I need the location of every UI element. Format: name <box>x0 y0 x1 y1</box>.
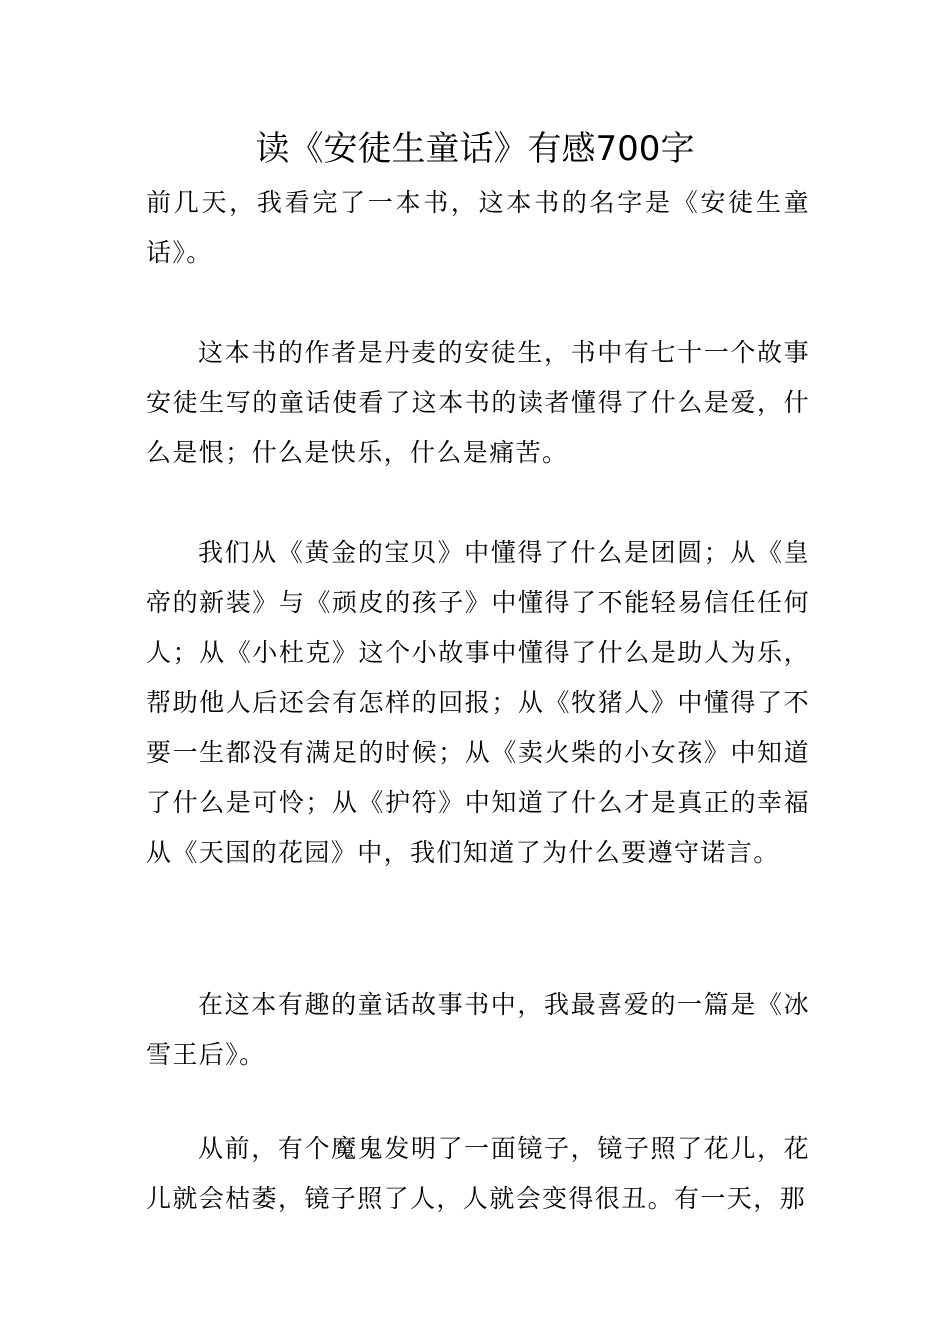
paragraph-story-start: 从前，有个魔鬼发明了一面镜子，镜子照了花儿，花儿就会枯萎，镜子照了人，人就会变得很丑。有一天，那 <box>146 1134 810 1213</box>
document-title: 读《安徒生童话》有感700字 <box>255 129 695 169</box>
paragraph-stories: 我们从《黄金的宝贝》中懂得了什么是团圆；从《皇帝的新装》与《顽皮的孩子》中懂得了不能轻易信任任何人；从《小杜克》这个小故事中懂得了什么是助人为乐，帮助他人后还会有怎样的回报；从《牧猪人》中懂得了不要一生都没有满足的时候；从《卖火柴的小女孩》中知道了什么是可怜；从《护符》中知道了什么才是真正的幸福从《天国的花园》中，我们知道了为什么要遵守诺言。 <box>146 538 810 867</box>
paragraph-intro: 前几天，我看完了一本书，这本书的名字是《安徒生童话》。 <box>146 188 810 267</box>
paragraph-favorite: 在这本有趣的童话故事书中，我最喜爱的一篇是《冰雪王后》。 <box>146 990 810 1069</box>
paragraph-author: 这本书的作者是丹麦的安徒生，书中有七十一个故事安徒生写的童话使看了这本书的读者懂得了什么是爱，什么是恨；什么是快乐，什么是痛苦。 <box>146 338 810 467</box>
